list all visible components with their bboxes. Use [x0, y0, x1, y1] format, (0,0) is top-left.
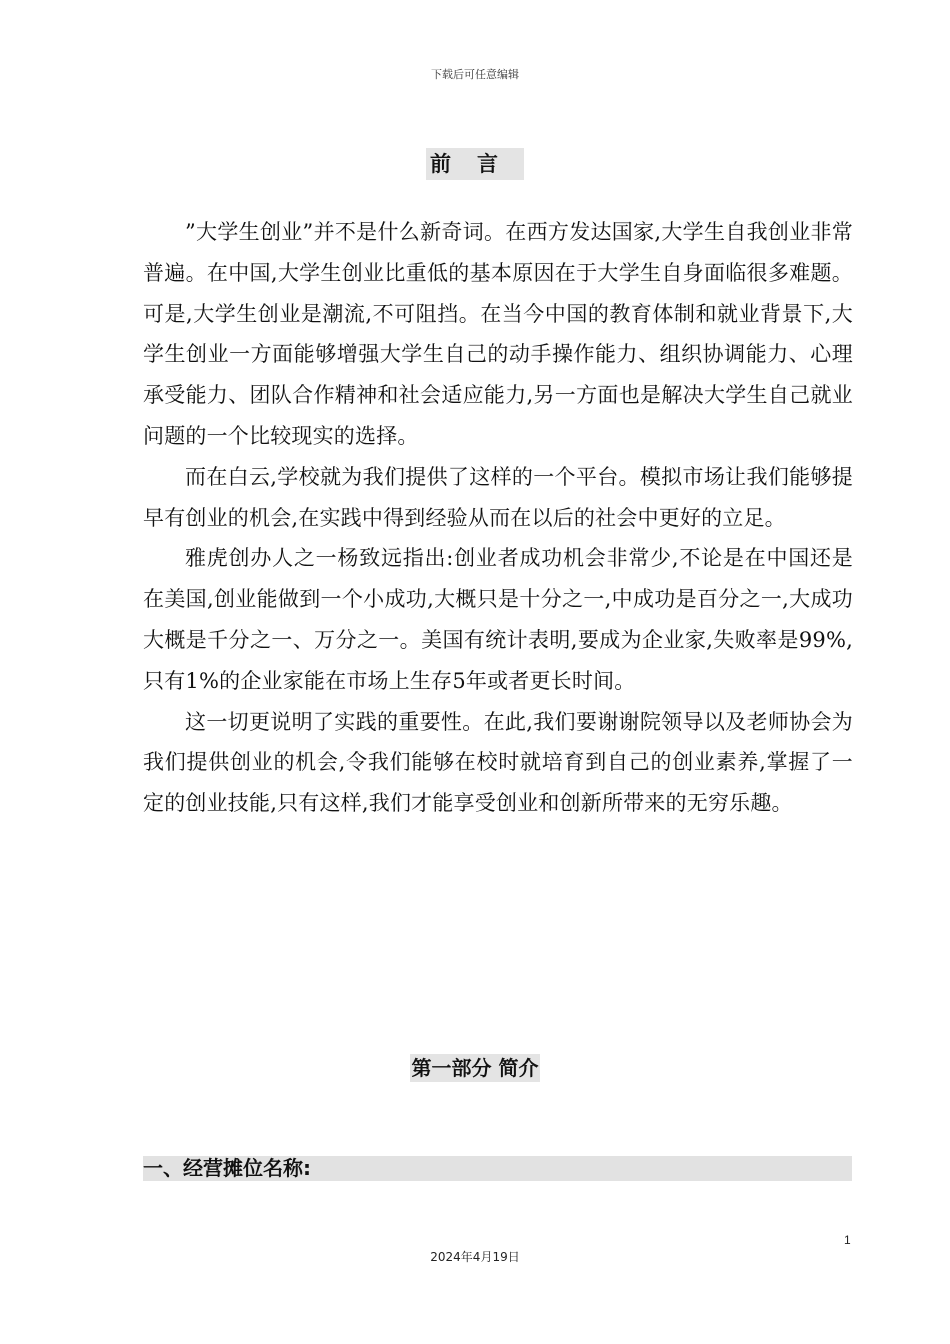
page-header-note: 下载后可任意编辑	[431, 68, 519, 81]
preface-paragraph-4: 这一切更说明了实践的重要性。在此,我们要谢谢院领导以及老师协会为我们提供创业的机会,令我们能够在校时就培育到自己的创业素养,掌握了一定的创业技能,只有这样,我们才能享受创业和创新所带来的无穷乐趣。	[143, 709, 853, 816]
footer-date: 2024年4月19日	[430, 1250, 520, 1264]
preface-body	[143, 212, 853, 824]
preface-paragraph-2: 而在白云,学校就为我们提供了这样的一个平台。模拟市场让我们能够提早有创业的机会,在实践中得到经验从而在以后的社会中更好的立足。	[143, 464, 853, 530]
part-one-title-text: 第一部分 简介	[411, 1056, 539, 1080]
preface-paragraph-1: ”大学生创业”并不是什么新奇词。在西方发达国家,大学生自我创业非常普遍。在中国,大学生创业比重低的基本原因在于大学生自身面临很多难题。可是,大学生创业是潮流,不可阻挡。在当今中国的教育体制和就业背景下,大学生创业一方面能够增强大学生自己的动手操作能力、组织协调能力、心理承受能力、团队合作精神和社会适应能力,另一方面也是解决大学生自己就业问题的一个比较现实的选择。	[143, 220, 853, 448]
section-one-heading: 一、经营摊位名称:	[143, 1156, 852, 1181]
page-number: 1	[844, 1233, 851, 1247]
preface-title	[0, 148, 950, 180]
preface-paragraph-3: 雅虎创办人之一杨致远指出:创业者成功机会非常少,不论是在中国还是在美国,创业能做到一个小成功,大概只是十分之一,中成功是百分之一,大成功大概是千分之一、万分之一。美国有统计表明,要成为企业家,失败率是99%,只有1%的企业家能在市场上生存5年或者更长时间。	[143, 546, 853, 693]
preface-title-text: 前言	[426, 148, 524, 180]
part-one-title	[0, 1054, 950, 1082]
